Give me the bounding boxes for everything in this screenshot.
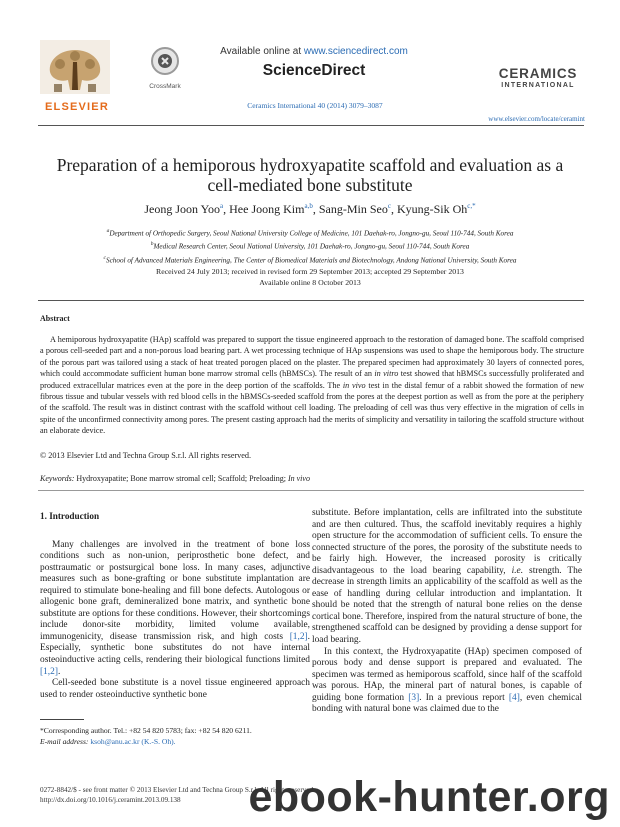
crossmark-badge[interactable] xyxy=(140,46,190,90)
keywords-line xyxy=(40,474,584,483)
available-prefix: Available online at xyxy=(220,46,304,57)
affiliation-mark: a xyxy=(106,228,110,234)
abstract-segment: test in the distal femur of a rabbit showed the formation of new fibrous tissue and tubular vessels with red blood cells in the hBMSCs-seeded scaffold from the pores at the deepest portion as well as from the pore at the periphery of the scaffold. The result was in distinct contrast with the scaffold without cell loading. The preloading of cell was thus very effective in the migration of cells in spite of the unconfirmed connectivity among pores. The present casting approach had the merits of simplicity and versatility in tailoring the scaffold structure without an elaborate device. xyxy=(40,380,584,436)
affiliation-text: School of Advanced Materials Engineering, The Center of Biomedical Materials and Biotechnology, Andong National University, South Korea xyxy=(105,256,517,265)
corresponding-author-footnote xyxy=(40,725,310,747)
abstract-text xyxy=(40,334,584,437)
section-heading: 1. Introduction xyxy=(40,511,100,521)
body-paragraph xyxy=(312,508,582,647)
abstract-italic: in vitro xyxy=(374,369,399,379)
text-segment: strength. The decrease in strength limits an applicability of the scaffold as well as the ease of handling during cellular introduction and implantation. It should be noted that the strength of natural bone relies on the dense cortical bone. Therefore, inspired from the natural structure of bone, the strengthened scaffold can be designed by providing a dense support for load bearing. xyxy=(312,565,582,646)
affiliation-list xyxy=(40,226,580,266)
body-paragraph xyxy=(40,540,310,679)
author-name: Kyung-Sik Oh xyxy=(396,202,468,216)
body-paragraph: Cell-seeded bone substitute is a novel tissue engineered approach used to render osteoinductive synthetic bone xyxy=(40,678,310,700)
footnote-divider xyxy=(40,719,84,720)
affiliation-item xyxy=(40,239,580,252)
affiliation-mark: b xyxy=(150,241,154,248)
author-name: Jeong Joon Yoo xyxy=(144,202,221,216)
copyright-line: © 2013 Elsevier Ltd and Techna Group S.r.l. All rights reserved. xyxy=(40,451,252,460)
author-affil-mark[interactable]: c xyxy=(387,202,391,210)
text-segment: In this context, the Hydroxyapatite (HAp) specimen composed of porous body and dense support is prepared and evaluated. The specimen was termed as hemiporous scaffold, since half of the scaffold was porous. HAp, the mineral part of natural bones, is capable of guiding bone formation xyxy=(312,646,582,703)
article-history xyxy=(40,266,580,288)
author-name: Hee Joong Kim xyxy=(229,202,305,216)
crossmark-icon xyxy=(150,46,180,76)
author-affil-mark[interactable]: c,* xyxy=(467,202,476,210)
watermark xyxy=(140,773,610,825)
article-title: Preparation of a hemiporous hydroxyapatite scaffold and evaluation as a cell-mediated bone substitute xyxy=(56,155,564,195)
email-link[interactable]: ksoh@anu.ac.kr (K.-S. Oh). xyxy=(90,737,176,746)
crossmark-label: CrossMark xyxy=(149,83,181,90)
reference-link[interactable]: [1,2] xyxy=(289,631,308,642)
reference-link[interactable]: [3] xyxy=(408,692,420,703)
affiliation-item xyxy=(40,253,580,266)
keywords-divider xyxy=(38,490,584,491)
author-list xyxy=(40,202,580,217)
received-dates: Received 24 July 2013; received in revised form 29 September 2013; accepted 29 September 2013 xyxy=(156,267,464,276)
elsevier-tree-icon xyxy=(40,40,110,94)
author-separator: , xyxy=(223,202,230,216)
body-paragraph xyxy=(312,647,582,716)
author-affil-mark[interactable]: a xyxy=(220,202,224,210)
author-affil-mark[interactable]: a,b xyxy=(304,202,313,210)
text-segment: . In a previous report xyxy=(419,692,509,703)
abstract-divider xyxy=(38,300,584,301)
keywords-italic: In vivo xyxy=(287,474,310,483)
author-separator: , xyxy=(312,202,319,216)
text-segment: . Especially, synthetic bone substitutes do not have internal osteoinductive acting cells, rendering their biological functions limited xyxy=(40,631,310,666)
text-segment: . xyxy=(57,666,61,677)
affiliation-text: Medical Research Center, Seoul National University, 101 Daehak-ro, Jongno-gu, Seoul 110-744, South Korea xyxy=(153,242,470,251)
right-column xyxy=(312,508,582,716)
watermark-text: ebook-hunter.org xyxy=(248,773,610,821)
author-separator: , xyxy=(390,202,397,216)
footnote-contact: *Corresponding author. Tel.: +82 54 820 5783; fax: +82 54 820 6211. xyxy=(40,726,252,735)
keywords-text: Hydroxyapatite; Bone marrow stromal cell; Scaffold; Preloading; xyxy=(74,474,288,483)
author-name: Sang-Min Seo xyxy=(318,202,388,216)
affiliation-mark: c xyxy=(103,254,106,261)
elsevier-logo xyxy=(40,40,114,113)
affiliation-text: Department of Orthopedic Surgery, Seoul National University College of Medicine, 101 Daehak-ro, Jongno-gu, Seoul 110-744, South Korea xyxy=(109,229,514,238)
abstract-segment: test showed that hBMSCs successfully proliferated and produced extracellular matrices even at the pore in the deep portion of the scaffolds. The xyxy=(40,369,585,390)
journal-logo-title: CERAMICS xyxy=(498,66,578,81)
journal-url-link[interactable]: www.elsevier.com/locate/ceramint xyxy=(488,115,585,123)
affiliation-item xyxy=(40,226,580,239)
text-italic: i.e. xyxy=(511,565,524,576)
footnote-email-line xyxy=(40,736,310,747)
abstract-heading: Abstract xyxy=(40,314,70,323)
abstract-italic: in vivo xyxy=(342,380,366,390)
journal-logo-subtitle: INTERNATIONAL xyxy=(501,82,575,89)
doi-link[interactable]: http://dx.doi.org/10.1016/j.ceramint.2013.09.138 xyxy=(40,796,181,804)
email-label: E-mail address: xyxy=(40,737,91,746)
text-segment: , even chemical bonding with natural bone was claimed due to the xyxy=(312,692,582,715)
available-online-date: Available online 8 October 2013 xyxy=(259,278,361,287)
available-online-line xyxy=(209,46,419,57)
imprint-line: 0272-8842/$ - see front matter © 2013 Elsevier Ltd and Techna Group S.r.l. All rights reserved. xyxy=(40,786,315,794)
left-column xyxy=(40,508,310,701)
text-segment: Many challenges are involved in the treatment of bone loss conditions such as non-union, periprosthetic bone defect, and posttraumatic or postsurgical bone loss. In many cases, adjunctive measures such as bone-grafting or bone substitute implantation are required to stimulate bone-healing and fill bone defects. Autologous or allogenic bone graft, demineralized bone matrix, and synthetic bone substitute are options for these conditions. However, their shortcomings include donor-site morbidity, limited volume available, immunogenicity, disease transmission risk, and high costs xyxy=(40,539,310,642)
journal-citation[interactable]: Ceramics International 40 (2014) 3079–3087 xyxy=(247,101,383,110)
sciencedirect-wordmark: ScienceDirect xyxy=(262,62,366,79)
abstract-segment: A hemiporous hydroxyapatite (HAp) scaffold was prepared to support the tissue engineered approach to the restoration of damaged bone. The scaffold comprised a porous cell-seeded part and a non-porous load bearing part. A wet processing technique of HAp suspensions was used to shape the hemiporous body. The structure of the porous part was tailored using a stack of heat treated porogen placed on the plaster. The prepared specimen had approximately 30 layers of connected pores, which could accommodate sufficient human bone marrow stromal cells (hBMSCs). The result of an xyxy=(40,335,584,379)
header-divider xyxy=(38,125,584,126)
reference-link[interactable]: [1,2] xyxy=(40,666,58,677)
keywords-label: Keywords: xyxy=(40,474,75,483)
publisher-name: ELSEVIER xyxy=(44,101,109,113)
journal-logo xyxy=(495,66,581,89)
text-segment: substitute. Before implantation, cells are infiltrated into the substitute and are then cultured. Thus, the scaffold inevitably requires a highly open structure for the accommodation of sufficient cells. To ensure the connected structure of the pores, the porosity of the substitute needs to be fairly high. However, the increased porosity is critically disadvantageous to the load bearing capability, xyxy=(312,508,582,576)
reference-link[interactable]: [4] xyxy=(508,692,520,703)
sciencedirect-link[interactable]: www.sciencedirect.com xyxy=(303,46,408,57)
